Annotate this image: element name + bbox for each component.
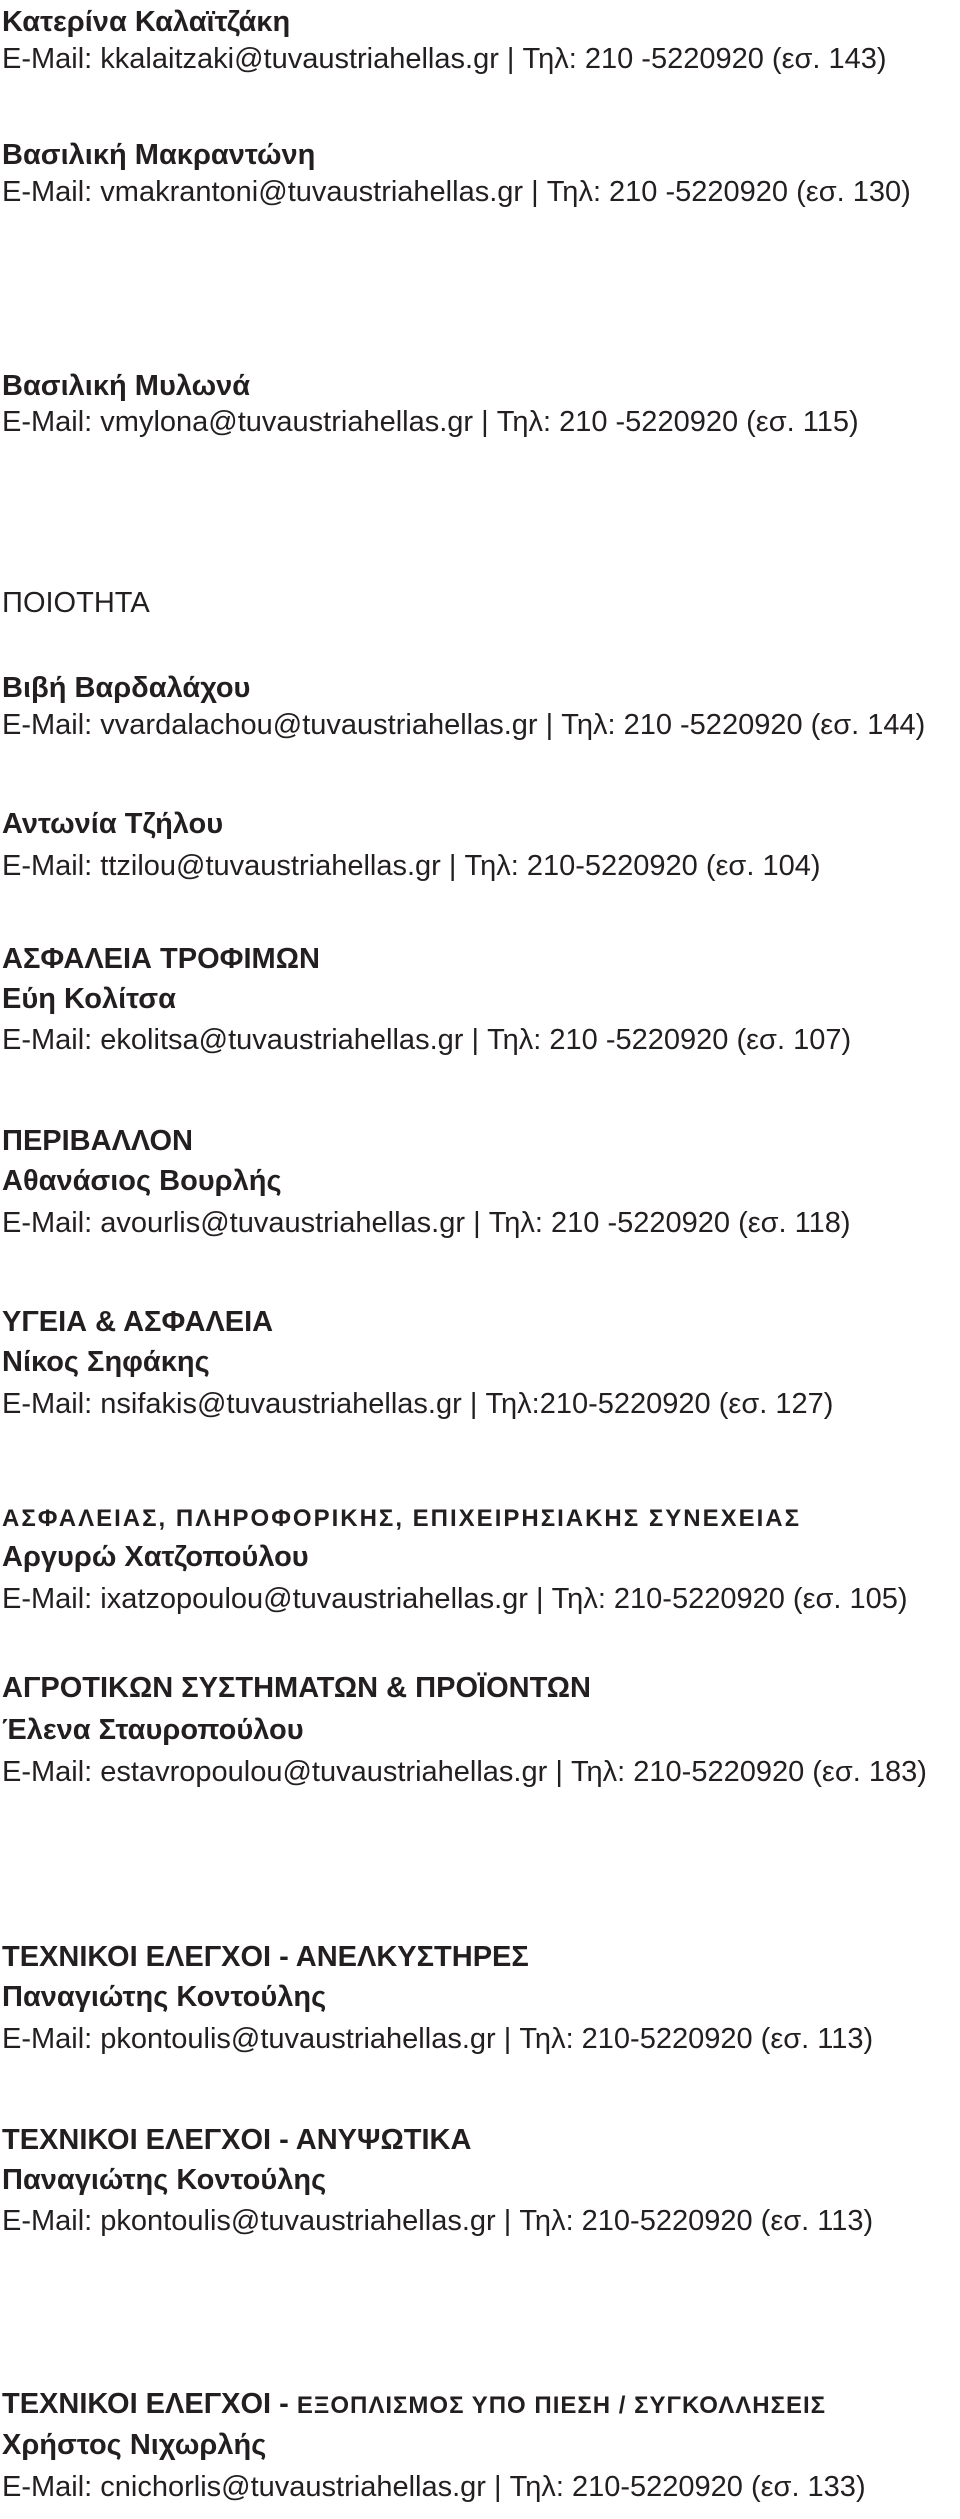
- contact-name: Αντωνία Τζήλου: [2, 808, 224, 840]
- contact-details: [2, 1022, 851, 1058]
- email-label: E-Mail:: [2, 2471, 93, 2503]
- contact-details: [2, 2469, 866, 2505]
- email-label: E-Mail:: [2, 43, 93, 75]
- phone-number: Τηλ: 210-5220920 (εσ. 113): [519, 2205, 874, 2237]
- email-label: E-Mail:: [2, 1024, 93, 1056]
- separator: |: [473, 1207, 481, 1239]
- contact-name: Αργυρώ Χατζοπούλου: [2, 1541, 309, 1573]
- email-label: E-Mail:: [2, 2205, 93, 2237]
- phone-number: Τηλ:210-5220920 (εσ. 127): [485, 1388, 834, 1420]
- contact-name: Βιβή Βαρδαλάχου: [2, 672, 251, 704]
- contact-details: [2, 1386, 833, 1422]
- phone-number: Τηλ: 210-5220920 (εσ. 113): [519, 2023, 874, 2055]
- separator: |: [535, 1583, 544, 1615]
- email-label: E-Mail:: [2, 406, 93, 438]
- email-label: E-Mail:: [2, 709, 93, 741]
- email-address: avourlis@tuvaustriahellas.gr: [100, 1207, 466, 1239]
- contact-name: Παναγιώτης Κοντούλης: [2, 2164, 327, 2196]
- phone-number: Τηλ: 210 -5220920 (εσ. 118): [488, 1207, 851, 1239]
- contact-details: [2, 707, 925, 743]
- separator: |: [469, 1388, 478, 1420]
- phone-number: Τηλ: 210-5220920 (εσ. 104): [464, 850, 821, 882]
- contact-name: Αθανάσιος Βουρλής: [2, 1165, 282, 1197]
- email-address: ixatzopoulou@tuvaustriahellas.gr: [100, 1583, 528, 1615]
- email-address: pkontoulis@tuvaustriahellas.gr: [100, 2205, 496, 2237]
- email-address: nsifakis@tuvaustriahellas.gr: [100, 1388, 462, 1420]
- separator: |: [481, 406, 489, 438]
- email-label: E-Mail:: [2, 1583, 93, 1615]
- contact-name: Βασιλική Μακραντώνη: [2, 139, 316, 171]
- section-title: ΠΟΙΟΤΗΤΑ: [2, 587, 150, 619]
- separator: |: [503, 2205, 512, 2237]
- section-title: ΑΣΦΑΛΕΙΑ ΤΡΟΦΙΜΩΝ: [2, 943, 320, 975]
- contact-details: [2, 1754, 927, 1790]
- email-address: estavropoulou@tuvaustriahellas.gr: [100, 1756, 548, 1788]
- contact-name: Βασιλική Μυλωνά: [2, 370, 251, 402]
- section-title-main: ΤΕΧΝΙΚΟΙ ΕΛΕΓΧΟΙ -: [2, 2388, 289, 2420]
- contact-name: Έλενα Σταυροπούλου: [2, 1714, 304, 1746]
- email-label: E-Mail:: [2, 1756, 93, 1788]
- contact-details: [2, 848, 821, 884]
- phone-number: Τηλ: 210-5220920 (εσ. 183): [570, 1756, 927, 1788]
- separator: |: [494, 2471, 502, 2503]
- contact-name: Εύη Κολίτσα: [2, 983, 176, 1015]
- separator: |: [545, 709, 554, 741]
- separator: |: [503, 2023, 512, 2055]
- email-label: E-Mail:: [2, 850, 93, 882]
- contact-details: [2, 404, 859, 440]
- section-title: ΤΕΧΝΙΚΟΙ ΕΛΕΓΧΟΙ - ΑΝΕΛΚΥΣΤΗΡΕΣ: [2, 1941, 529, 1973]
- separator: |: [555, 1756, 563, 1788]
- contact-details: [2, 174, 911, 210]
- separator: |: [471, 1024, 480, 1056]
- phone-number: Τηλ: 210-5220920 (εσ. 133): [509, 2471, 866, 2503]
- phone-number: Τηλ: 210 -5220920 (εσ. 143): [522, 43, 887, 75]
- section-title: ΠΕΡΙΒΑΛΛΟΝ: [2, 1125, 193, 1157]
- email-address: cnichorlis@tuvaustriahellas.gr: [100, 2471, 486, 2503]
- email-address: vvardalachou@tuvaustriahellas.gr: [100, 709, 538, 741]
- email-label: E-Mail:: [2, 1388, 93, 1420]
- contact-details: [2, 41, 887, 77]
- phone-number: Τηλ: 210 -5220920 (εσ. 144): [561, 709, 926, 741]
- email-address: pkontoulis@tuvaustriahellas.gr: [100, 2023, 496, 2055]
- section-title: ΑΓΡΟΤΙΚΩΝ ΣΥΣΤΗΜΑΤΩΝ & ΠΡΟΪΟΝΤΩΝ: [2, 1672, 591, 1704]
- separator: |: [448, 850, 457, 882]
- contact-details: [2, 1205, 851, 1241]
- contact-name: Παναγιώτης Κοντούλης: [2, 1981, 327, 2013]
- section-title: ΤΕΧΝΙΚΟΙ ΕΛΕΓΧΟΙ - ΑΝΥΨΩΤΙΚΑ: [2, 2124, 472, 2156]
- separator: |: [531, 176, 539, 208]
- email-address: vmakrantoni@tuvaustriahellas.gr: [100, 176, 524, 208]
- contact-name: Νίκος Σηφάκης: [2, 1346, 210, 1378]
- contact-details: [2, 1581, 908, 1617]
- contact-details: [2, 2203, 873, 2239]
- email-address: ekolitsa@tuvaustriahellas.gr: [100, 1024, 464, 1056]
- section-title: ΥΓΕΙΑ & ΑΣΦΑΛΕΙΑ: [2, 1306, 274, 1338]
- section-title: [2, 2386, 826, 2422]
- contact-details: [2, 2021, 873, 2057]
- phone-number: Τηλ: 210-5220920 (εσ. 105): [551, 1583, 908, 1615]
- phone-number: Τηλ: 210 -5220920 (εσ. 107): [487, 1024, 852, 1056]
- section-title: ΑΣΦΑΛΕΙΑΣ, ΠΛΗΡΟΦΟΡΙΚΗΣ, ΕΠΙΧΕΙΡΗΣΙΑΚΗΣ ΣΥΝΕΧΕΙΑΣ: [2, 1505, 802, 1532]
- email-address: kkalaitzaki@tuvaustriahellas.gr: [100, 43, 499, 75]
- phone-number: Τηλ: 210 -5220920 (εσ. 115): [496, 406, 859, 438]
- contact-name: Χρήστος Νιχωρλής: [2, 2429, 267, 2461]
- phone-number: Τηλ: 210 -5220920 (εσ. 130): [546, 176, 911, 208]
- email-address: ttzilou@tuvaustriahellas.gr: [100, 850, 441, 882]
- separator: |: [506, 43, 515, 75]
- section-title-sub: ΕΞΟΠΛΙΣΜΟΣ ΥΠΟ ΠΙΕΣΗ / ΣΥΓΚΟΛΛΗΣΕΙΣ: [296, 2392, 827, 2419]
- email-label: E-Mail:: [2, 2023, 93, 2055]
- contact-name: Κατερίνα Καλαϊτζάκη: [2, 6, 291, 38]
- email-label: E-Mail:: [2, 176, 93, 208]
- email-label: E-Mail:: [2, 1207, 93, 1239]
- email-address: vmylona@tuvaustriahellas.gr: [100, 406, 474, 438]
